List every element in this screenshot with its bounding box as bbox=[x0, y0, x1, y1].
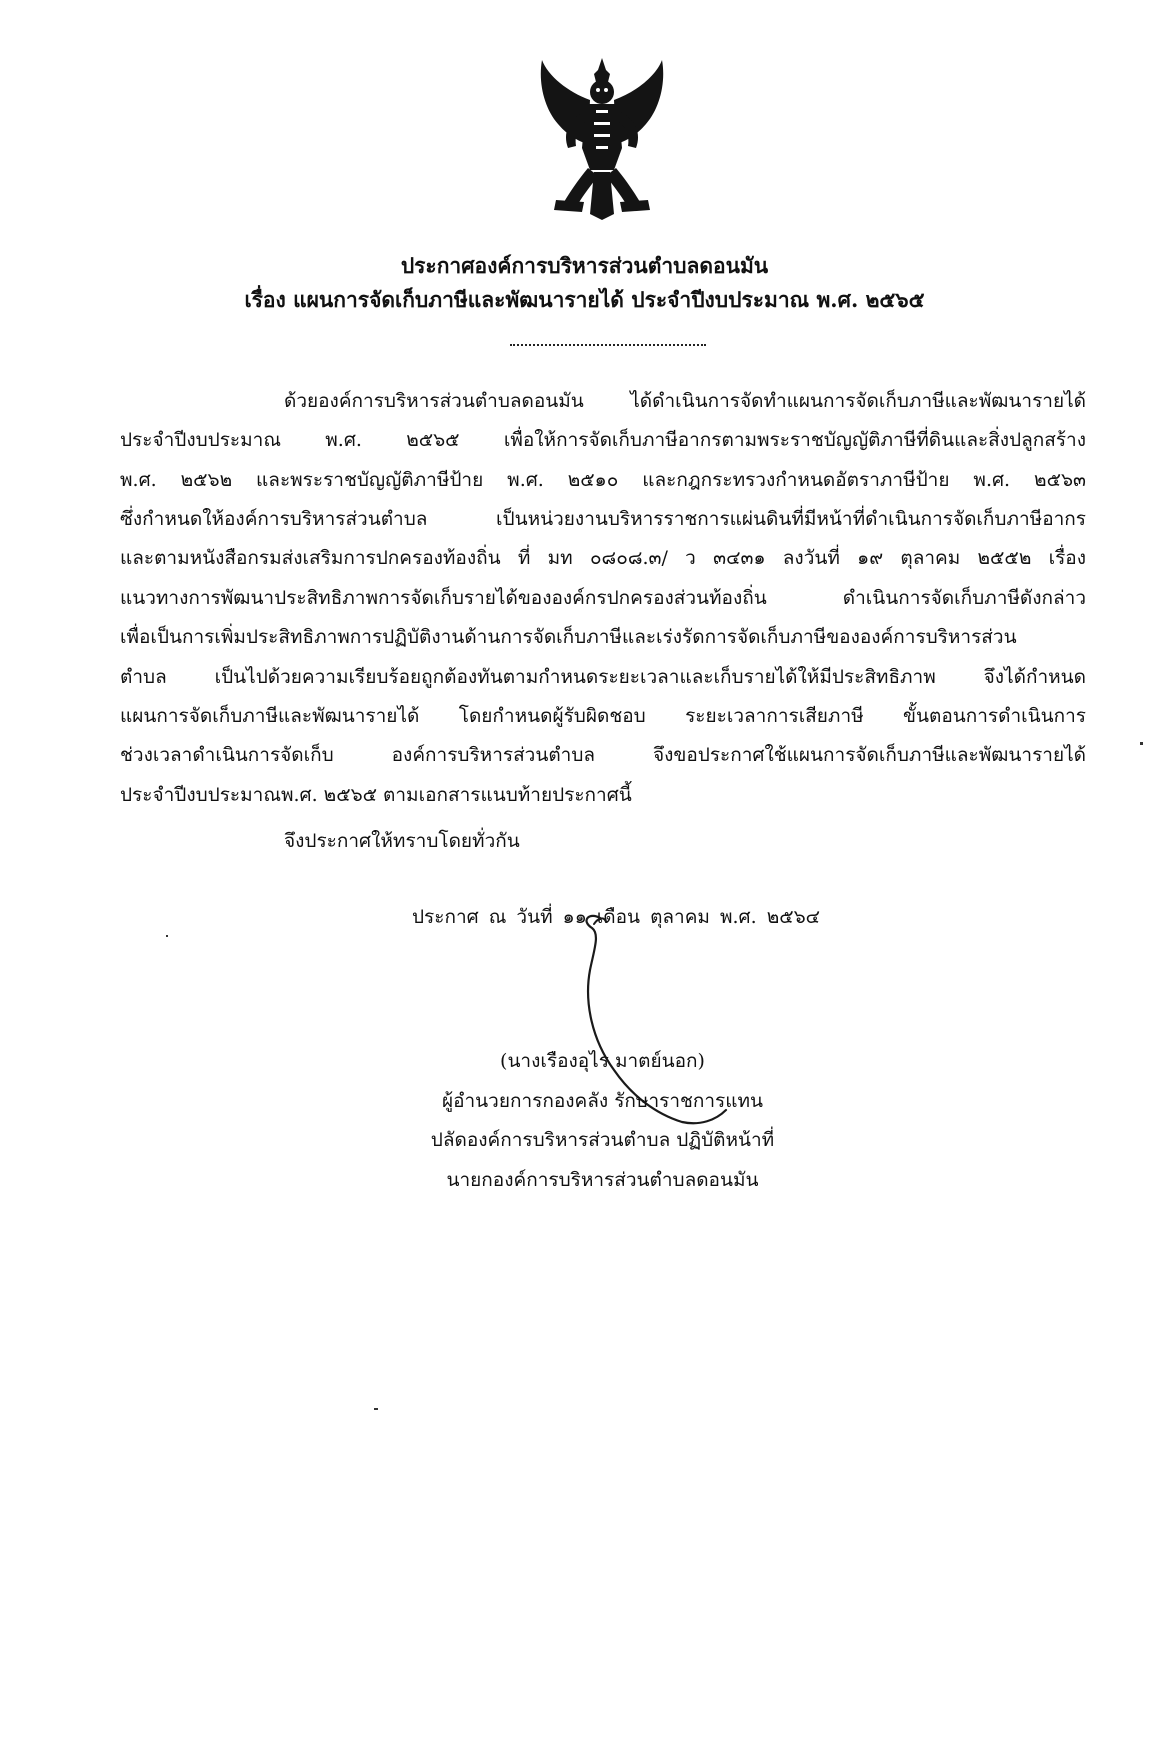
body-line-6: แนวทางการพัฒนาประสิทธิภาพการจัดเก็บรายได้ขององค์กรปกครองส่วนท้องถิ่น ดำเนินการจัดเก็บภาษีดังกล่าว bbox=[120, 587, 1086, 609]
body-line-3: พ.ศ. ๒๕๖๒ และพระราชบัญญัติภาษีป้าย พ.ศ. ๒๕๑๐ และกฎกระทรวงกำหนดอัตราภาษีป้าย พ.ศ. ๒๕๖๓ bbox=[120, 469, 1086, 491]
body-line-9: แผนการจัดเก็บภาษีและพัฒนารายได้ โดยกำหนดผู้รับผิดชอบ ระยะเวลาการเสียภาษี ขั้นตอนการดำเนินการ bbox=[120, 705, 1086, 727]
scan-speck bbox=[1140, 742, 1143, 745]
scan-speck bbox=[374, 1408, 378, 1410]
body-line-2: ประจำปีงบประมาณ พ.ศ. ๒๕๖๕ เพื่อให้การจัดเก็บภาษีอากรตามพระราชบัญญัติภาษีที่ดินและสิ่งปลูกสร้าง bbox=[120, 429, 1086, 451]
body-line-8: ตำบล เป็นไปด้วยความเรียบร้อยถูกต้องทันตามกำหนดระยะเวลาและเก็บรายได้ให้มีประสิทธิภาพ จึงได้กำหนด bbox=[120, 666, 1086, 688]
announcement-subject: เรื่อง แผนการจัดเก็บภาษีและพัฒนารายได้ ประจำปีงบประมาณ พ.ศ. ๒๕๖๕ bbox=[244, 287, 925, 312]
body-line-5: และตามหนังสือกรมส่งเสริมการปกครองท้องถิ่น ที่ มท ๐๘๐๘.๓/ ว ๓๔๓๑ ลงวันที่ ๑๙ ตุลาคม ๒๕๕๒ เรื่อง bbox=[120, 547, 1086, 569]
announcement-date: ประกาศ ณ วันที่ ๑๑ เดือน ตุลาคม พ.ศ. ๒๕๖๔ bbox=[412, 906, 821, 928]
body-line-7: เพื่อเป็นการเพิ่มประสิทธิภาพการปฏิบัติงานด้านการจัดเก็บภาษีและเร่งรัดการจัดเก็บภาษีขององค์การบริหารส่วน bbox=[120, 626, 1017, 648]
separator-rule bbox=[510, 344, 706, 346]
scan-speck bbox=[166, 935, 168, 937]
body-line-4: ซึ่งกำหนดให้องค์การบริหารส่วนตำบล เป็นหน่วยงานบริหารราชการแผ่นดินที่มีหน้าที่ดำเนินการจัดเก็บภาษีอากร bbox=[120, 508, 1086, 530]
signatory-name: (นางเรืองอุไร มาตย์นอก) bbox=[500, 1050, 705, 1072]
signatory-position-3: นายกองค์การบริหารส่วนตำบลดอนมัน bbox=[446, 1169, 759, 1191]
signatory-position-1: ผู้อำนวยการกองคลัง รักษาราชการแทน bbox=[441, 1090, 764, 1112]
body-line-10: ช่วงเวลาดำเนินการจัดเก็บ องค์การบริหารส่วนตำบล จึงขอประกาศใช้แผนการจัดเก็บภาษีและพัฒนารายได้ bbox=[120, 744, 1086, 766]
garuda-emblem-icon bbox=[528, 52, 676, 222]
announcement-title: ประกาศองค์การบริหารส่วนตำบลดอนมัน bbox=[400, 253, 769, 278]
signatory-position-2: ปลัดองค์การบริหารส่วนตำบล ปฏิบัติหน้าที่ bbox=[430, 1129, 775, 1151]
body-line-1: ด้วยองค์การบริหารส่วนตำบลดอนมัน ได้ดำเนินการจัดทำแผนการจัดเก็บภาษีและพัฒนารายได้ bbox=[284, 390, 1086, 412]
body-line-11: ประจำปีงบประมาณพ.ศ. ๒๕๖๕ ตามเอกสารแนบท้ายประกาศนี้ bbox=[120, 784, 632, 806]
closing-statement: จึงประกาศให้ทราบโดยทั่วกัน bbox=[284, 830, 520, 852]
